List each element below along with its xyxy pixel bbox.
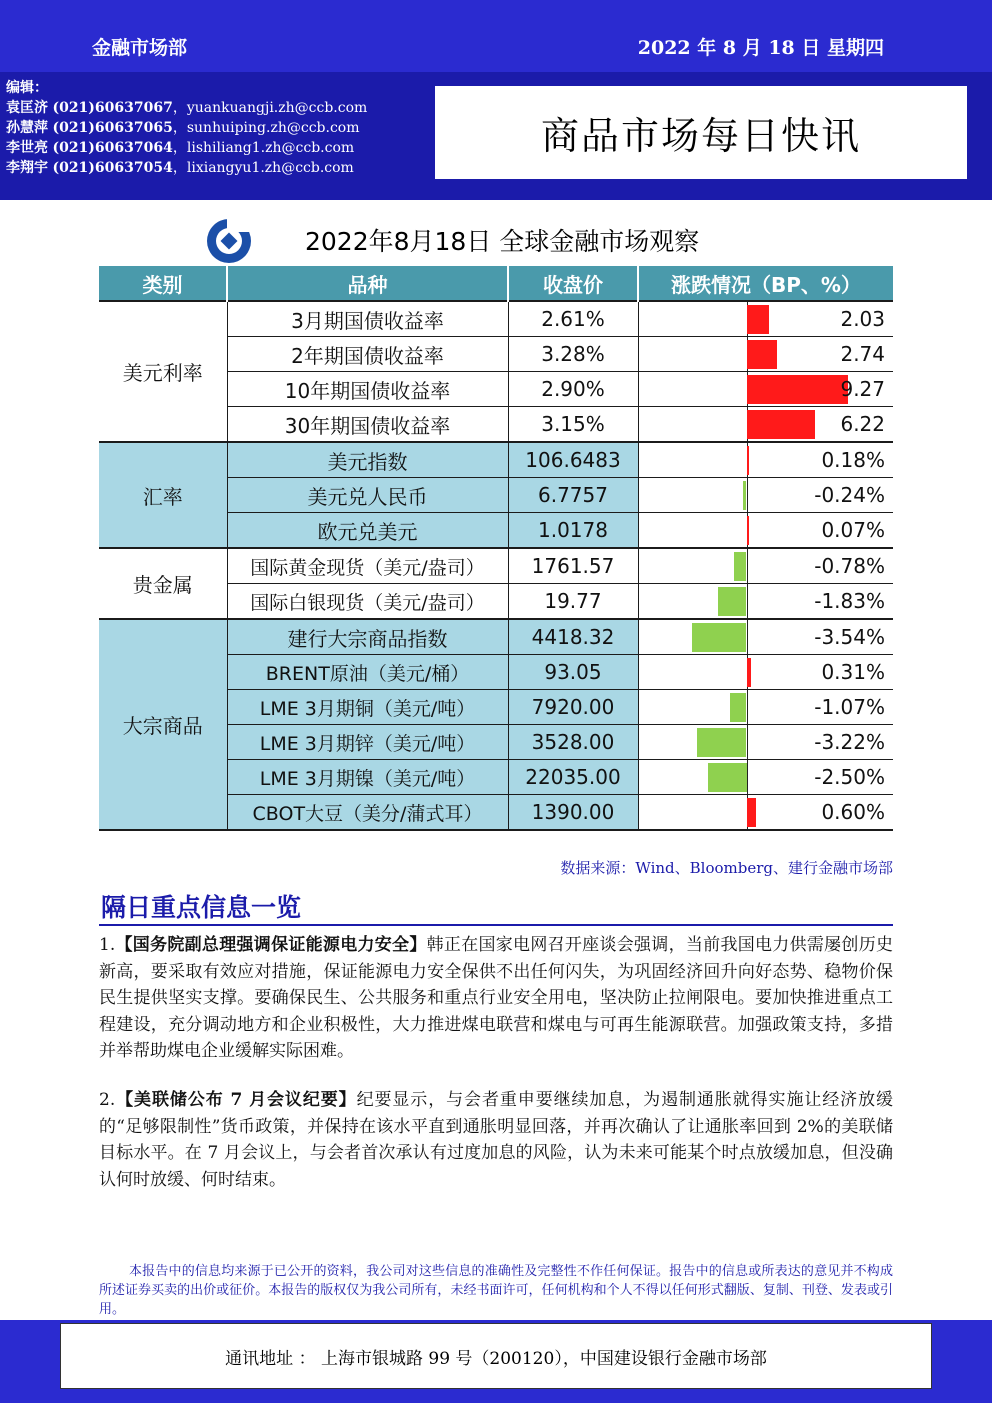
- change-cell: [638, 301, 893, 337]
- news-body: 韩正在国家电网召开座谈会强调，当前我国电力供需屡创历史新高，要采取有效应对措施，保证能源电力安全保供不出任何闪失，为巩固经济回升向好态势、稳物价保民生提供坚实支撑。要确保民生、公共服务和重点行业安全用电，坚决防止拉闸限电。要加快推进重点工程建设，充分调动地方和企业积极性，大力推进煤电联营和煤电与可再生能源联营。加强政策支持，多措并举帮助煤电企业缓解实际困难。: [99, 935, 893, 1061]
- change-cell: [638, 725, 893, 760]
- category-cell: 汇率: [99, 442, 227, 548]
- change-bar: [747, 410, 815, 439]
- instrument-cell: LME 3月期铜（美元/吨）: [227, 690, 508, 725]
- news-item: 1.【国务院副总理强调保证能源电力安全】韩正在国家电网召开座谈会强调，当前我国电力供需屡创历史新高，要采取有效应对措施，保证能源电力安全保供不出任何闪失，为巩固经济回升向好态势、稳物价保民生提供坚实支撑。要确保民生、公共服务和重点行业安全用电，坚决防止拉闸限电。要加快推进重点工程建设，充分调动地方和企业积极性，大力推进煤电联营和煤电与可再生能源联营。加强政策支持，多措并举帮助煤电企业缓解实际困难。: [99, 935, 893, 1061]
- change-bar: [734, 552, 746, 581]
- top-banner: [0, 0, 992, 72]
- instrument-cell: 10年期国债收益率: [227, 372, 508, 407]
- instrument-cell: 国际黄金现货（美元/盎司）: [227, 548, 508, 584]
- table-row: [99, 619, 893, 655]
- change-cell: [638, 478, 893, 513]
- change-bar: [747, 446, 750, 475]
- close-price-cell: 2.61%: [508, 301, 638, 337]
- report-date: 2022 年 8 月 18 日 星期四: [637, 37, 884, 59]
- change-cell: [638, 442, 893, 478]
- close-price-cell: 106.6483: [508, 442, 638, 478]
- instrument-cell: 建行大宗商品指数: [227, 619, 508, 655]
- change-cell: [638, 372, 893, 407]
- change-value: 2.03: [840, 307, 885, 331]
- change-value: -1.07%: [814, 695, 885, 719]
- change-cell: [638, 795, 893, 831]
- change-bar: [747, 340, 777, 369]
- change-value: -1.83%: [814, 589, 885, 613]
- change-bar: [730, 693, 747, 722]
- change-value: -0.24%: [814, 483, 885, 507]
- instrument-cell: CBOT大豆（美分/蒲式耳）: [227, 795, 508, 831]
- footer-box: [60, 1323, 932, 1389]
- close-price-cell: 1390.00: [508, 795, 638, 831]
- close-price-cell: 6.7757: [508, 478, 638, 513]
- close-price-cell: 3.28%: [508, 337, 638, 372]
- instrument-cell: LME 3月期镍（美元/吨）: [227, 760, 508, 795]
- close-price-cell: 3528.00: [508, 725, 638, 760]
- category-cell: 贵金属: [99, 548, 227, 619]
- instrument-cell: 国际白银现货（美元/盎司）: [227, 584, 508, 620]
- change-axis: [747, 478, 748, 512]
- change-cell: [638, 548, 893, 584]
- change-value: 0.60%: [821, 800, 885, 824]
- header-instrument: 品种: [227, 266, 508, 301]
- editor-row: 李翔宇 (021)60637054，lixiangyu1.zh@ccb.com: [6, 160, 354, 176]
- change-value: -3.54%: [814, 625, 885, 649]
- change-bar: [708, 763, 747, 792]
- instrument-cell: 30年期国债收益率: [227, 407, 508, 443]
- instrument-cell: 美元兑人民币: [227, 478, 508, 513]
- close-price-cell: 3.15%: [508, 407, 638, 443]
- close-price-cell: 2.90%: [508, 372, 638, 407]
- close-price-cell: 19.77: [508, 584, 638, 620]
- change-axis: [747, 725, 748, 759]
- header-change: 涨跌情况（BP、%）: [638, 266, 893, 301]
- section-title: 隔日重点信息一览: [101, 893, 302, 922]
- change-cell: [638, 655, 893, 690]
- change-cell: [638, 690, 893, 725]
- close-price-cell: 7920.00: [508, 690, 638, 725]
- header-category: 类别: [99, 266, 227, 301]
- change-bar: [747, 516, 749, 545]
- footer-address: 通讯地址 ： 上海市银城路 99 号（200120），中国建设银行金融市场部: [225, 1348, 767, 1369]
- editors-list: [6, 78, 367, 178]
- news-headline: 【国务院副总理强调保证能源电力安全】: [115, 935, 427, 955]
- change-bar: [747, 375, 849, 404]
- change-value: 0.07%: [821, 518, 885, 542]
- change-value: 0.31%: [821, 660, 885, 684]
- change-cell: [638, 619, 893, 655]
- table-group: [99, 619, 893, 830]
- editor-row: 袁匡济 (021)60637067，yuankuangji.zh@ccb.com: [6, 100, 368, 116]
- change-bar: [747, 305, 769, 334]
- change-cell: [638, 760, 893, 795]
- editor-row: 孙慧萍 (021)60637065，sunhuiping.zh@ccb.com: [6, 120, 360, 136]
- instrument-cell: 美元指数: [227, 442, 508, 478]
- change-bar: [747, 658, 752, 687]
- table-header-row: [99, 266, 893, 301]
- change-value: -3.22%: [814, 730, 885, 754]
- table-title: 2022年8月18日 全球金融市场观察: [305, 227, 700, 256]
- close-price-cell: 1.0178: [508, 513, 638, 549]
- section-divider: [99, 924, 893, 926]
- table-group: [99, 301, 893, 442]
- close-price-cell: 22035.00: [508, 760, 638, 795]
- report-title: 商品市场每日快讯: [540, 114, 861, 158]
- change-bar: [697, 728, 747, 757]
- department-label: 金融市场部: [92, 37, 188, 59]
- change-axis: [747, 760, 748, 794]
- instrument-cell: BRENT原油（美元/桶）: [227, 655, 508, 690]
- table-group: [99, 548, 893, 619]
- change-value: -2.50%: [814, 765, 885, 789]
- change-value: 0.18%: [821, 448, 885, 472]
- table-row: [99, 301, 893, 337]
- category-cell: 大宗商品: [99, 619, 227, 830]
- change-value: 2.74: [840, 342, 885, 366]
- close-price-cell: 93.05: [508, 655, 638, 690]
- close-price-cell: 4418.32: [508, 619, 638, 655]
- instrument-cell: 3月期国债收益率: [227, 301, 508, 337]
- change-axis: [747, 584, 748, 618]
- instrument-cell: 欧元兑美元: [227, 513, 508, 549]
- news-body: 纪要显示，与会者重申要继续加息，为遏制通胀就得实施让经济放缓的“足够限制性”货币政策，并保持在该水平直到通胀明显回落，并再次确认了让通胀率回到 2%的美联储目标水平。在 7 月会议上，与会者首次承认有过度加息的风险，认为未来可能某个时点放缓加息，但没确认何时放缓、何时结束。: [99, 1090, 894, 1190]
- change-axis: [747, 690, 748, 724]
- table-row: [99, 548, 893, 584]
- editor-row: 李世亮 (021)60637064，lishiliang1.zh@ccb.com: [6, 140, 355, 156]
- change-cell: [638, 513, 893, 549]
- disclaimer: 本报告中的信息均来源于已公开的资料，我公司对这些信息的准确性及完整性不作任何保证。报告中的信息或所表达的意见并不构成所述证券买卖的出价或征价。本报告的版权仅为我公司所有，未经书面许可，任何机构和个人不得以任何形式翻版、复制、刊登、发表或引用。: [99, 1264, 893, 1317]
- change-bar: [747, 798, 756, 827]
- change-bar: [743, 481, 747, 510]
- instrument-cell: LME 3月期锌（美元/吨）: [227, 725, 508, 760]
- close-price-cell: 1761.57: [508, 548, 638, 584]
- news-item: 2.【美联储公布 7 月会议纪要】纪要显示，与会者重申要继续加息，为遏制通胀就得实施让经济放缓的“足够限制性”货币政策，并保持在该水平直到通胀明显回落，并再次确认了让通胀率回到 2%的美联储目标水平。在 7 月会议上，与会者首次承认有过度加息的风险，认为未来可能某个时点放缓加息，但没确认何时放缓、何时结束。: [99, 1090, 894, 1190]
- category-cell: 美元利率: [99, 301, 227, 442]
- table-group: [99, 442, 893, 548]
- instrument-cell: 2年期国债收益率: [227, 337, 508, 372]
- news-headline: 【美联储公布 7 月会议纪要】: [115, 1090, 357, 1110]
- editors-label: 编辑：: [6, 80, 48, 96]
- change-cell: [638, 407, 893, 443]
- ccb-logo-icon: [206, 218, 252, 264]
- change-axis: [747, 620, 748, 654]
- report-title-box: [435, 86, 967, 179]
- table-row: [99, 442, 893, 478]
- change-axis: [747, 549, 748, 583]
- change-bar: [692, 623, 747, 652]
- change-cell: [638, 337, 893, 372]
- header-close: 收盘价: [508, 266, 638, 301]
- change-bar: [718, 587, 746, 616]
- change-value: -0.78%: [814, 554, 885, 578]
- change-value: 9.27: [840, 377, 885, 401]
- market-table: [99, 266, 893, 831]
- change-cell: [638, 584, 893, 620]
- data-source: 数据来源：Wind、Bloomberg、建行金融市场部: [560, 859, 893, 877]
- change-value: 6.22: [840, 412, 885, 436]
